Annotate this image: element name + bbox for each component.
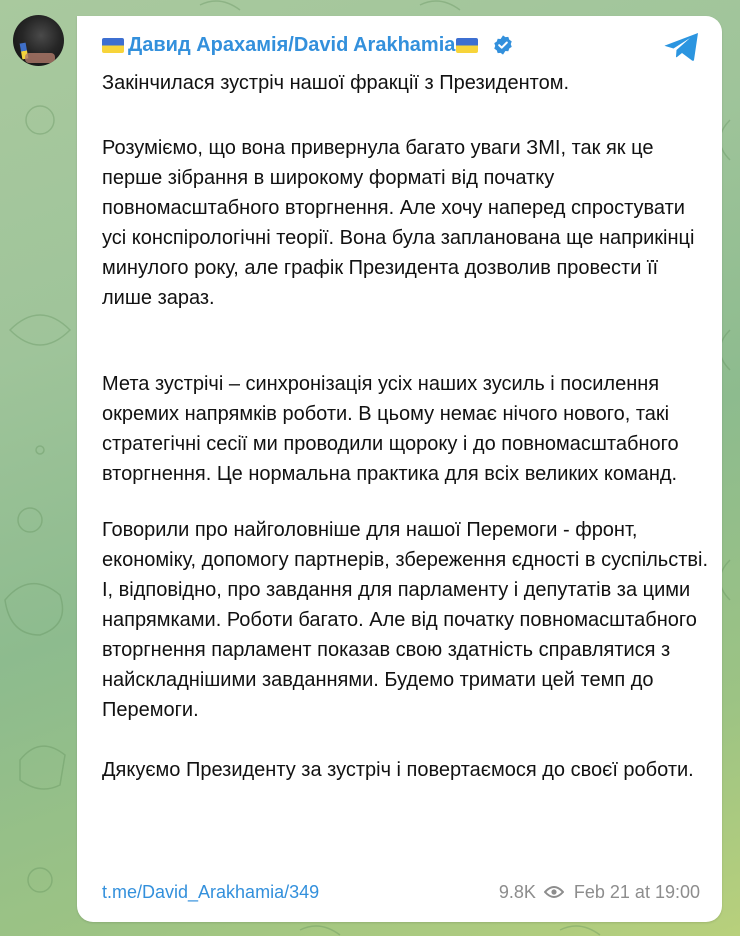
channel-avatar[interactable] bbox=[13, 15, 64, 66]
ukraine-flag-icon bbox=[102, 38, 124, 53]
telegram-icon[interactable] bbox=[664, 32, 700, 62]
post-link[interactable]: t.me/David_Arakhamia/349 bbox=[102, 881, 320, 902]
verified-badge-icon bbox=[492, 34, 514, 56]
ukraine-flag-icon bbox=[456, 38, 478, 53]
paragraph: Говорили про найголовніше для нашої Перемоги - фронт, економіку, допомогу партнерів, збереження єдності в суспільстві. І, відповідно, про завдання для парламенту і депутатів за цими напрямками. Роботи багато. Але від початку повномасштабного вторгнення парламент показав свою здатність справлятися з найскладнішими завданнями. Будемо тримати цей темп до Перемоги. bbox=[102, 519, 709, 721]
paragraph: Закінчилася зустріч нашої фракції з Президентом. bbox=[102, 72, 570, 94]
paragraph: Розуміємо, що вона привернула багато уваги ЗМІ, так як це перше зібрання в широкому форматі від початку повномасштабного вторгнення. Але хочу наперед спростувати усі конспірологічні теорії. Вона була запланована ще наприкінці минулого року, але графік Президента дозволив провести її лише зараз. bbox=[102, 137, 695, 309]
message-footer bbox=[102, 878, 700, 906]
message-header bbox=[102, 30, 514, 60]
message-bubble bbox=[77, 16, 722, 922]
message-text bbox=[102, 68, 712, 785]
view-count: 9.8K bbox=[498, 881, 536, 902]
paragraph: Мета зустрічі – синхронізація усіх наших зусиль і посилення окремих напрямків роботи. В цьому немає нічого нового, такі стратегічні сесії ми проводили щороку і до повномасштабного вторгнення. Це нормальна практика для всіх великих команд. bbox=[102, 373, 679, 485]
post-date: Feb 21 at 19:00 bbox=[573, 881, 700, 902]
channel-name[interactable]: Давид Арахамія/David Arakhamia bbox=[128, 33, 456, 56]
eye-icon bbox=[544, 885, 564, 899]
paragraph: Дякуємо Президенту за зустріч і повертаємося до своєї роботи. bbox=[102, 759, 694, 781]
avatar-photo-detail bbox=[25, 53, 55, 63]
message-meta bbox=[499, 882, 700, 903]
